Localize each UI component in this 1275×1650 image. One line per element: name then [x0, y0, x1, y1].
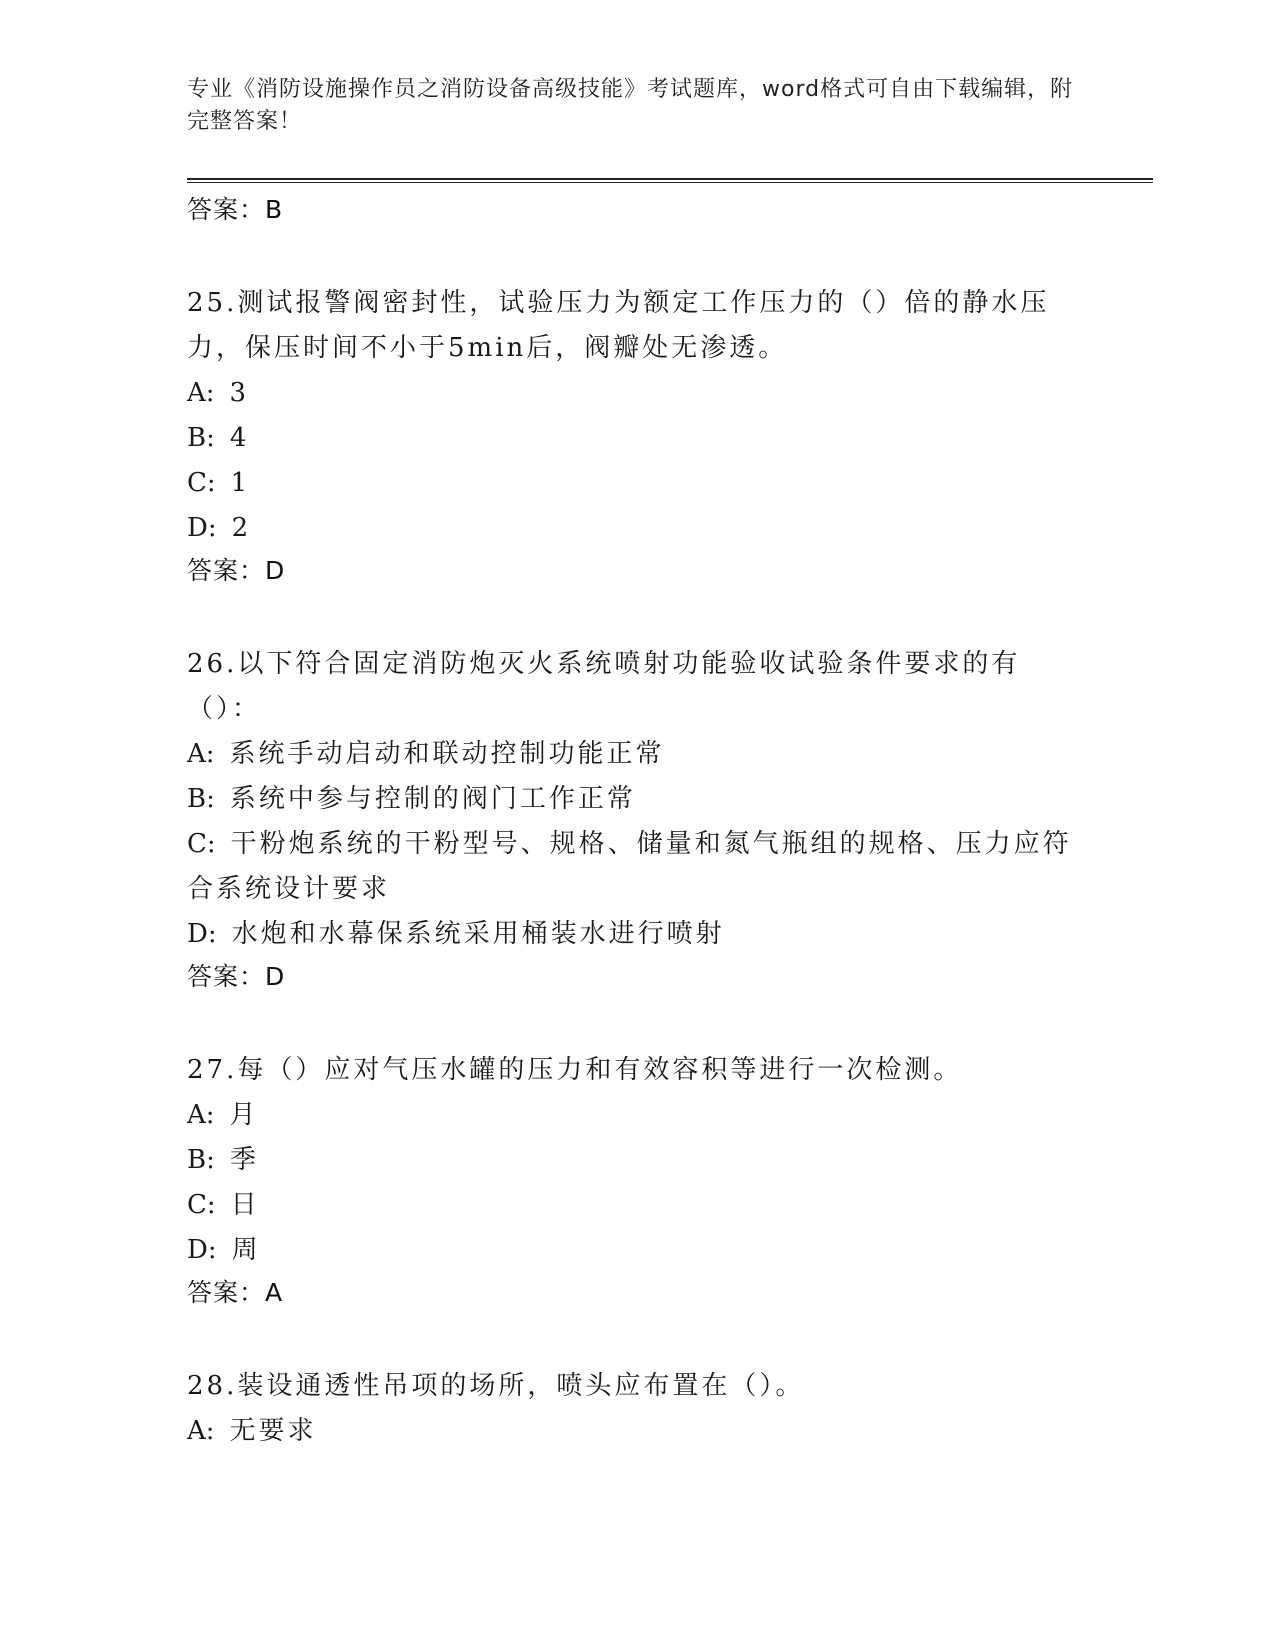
header-divider: [187, 178, 1153, 184]
answer-label: 答案：A: [187, 1278, 284, 1307]
option-b: B: 季: [187, 1145, 259, 1175]
option-a: A: 系统手动启动和联动控制功能正常: [187, 739, 665, 769]
option-d: D: 周: [187, 1235, 261, 1265]
answer-label: 答案：D: [187, 962, 286, 991]
option-b: B: 系统中参与控制的阀门工作正常: [187, 784, 636, 814]
option-a: A: 3: [187, 378, 250, 408]
question-item: [187, 642, 1077, 997]
question-item: [187, 281, 1077, 591]
question-text: 26.以下符合固定消防炮灭火系统喷射功能验收试验条件要求的有（）：: [187, 649, 1021, 724]
question-item: [187, 1048, 1077, 1313]
answer-label: 答案：D: [187, 556, 286, 585]
question-list: [187, 190, 1077, 1454]
document-header: 专业《消防设施操作员之消防设备高级技能》考试题库，word格式可自由下载编辑，附完整答案！: [187, 77, 1074, 134]
question-text: 28.装设通透性吊项的场所，喷头应布置在（）。: [187, 1371, 805, 1401]
option-d: D: 水炮和水幕保系统采用桶装水进行喷射: [187, 919, 725, 949]
option-d: D: 2: [187, 513, 252, 543]
answer-label: 答案：B: [187, 195, 284, 224]
question-text: 27.每（）应对气压水罐的压力和有效容积等进行一次检测。: [187, 1055, 963, 1085]
option-b: B: 4: [187, 423, 250, 453]
question-item: [187, 1364, 1077, 1454]
option-a: A: 月: [187, 1100, 259, 1130]
option-c: C: 干粉炮系统的干粉型号、规格、储量和氮气瓶组的规格、压力应符合系统设计要求: [187, 829, 1072, 904]
option-c: C: 日: [187, 1190, 260, 1220]
option-c: C: 1: [187, 468, 251, 498]
option-a: A: 无要求: [187, 1416, 317, 1446]
question-text: 25.测试报警阀密封性，试验压力为额定工作压力的（）倍的静水压力，保压时间不小于5min后，阀瓣处无渗透。: [187, 288, 1050, 363]
